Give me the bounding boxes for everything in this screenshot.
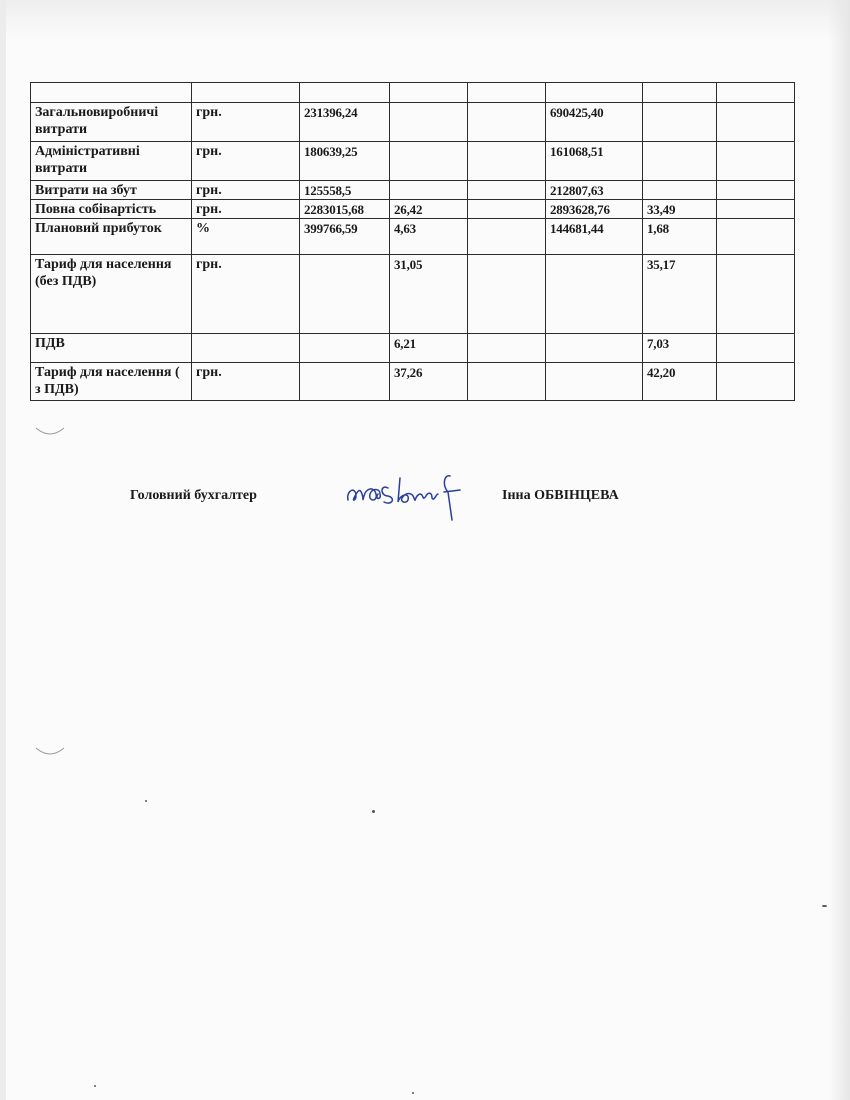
scan-speck (412, 1092, 414, 1094)
table-cell (468, 334, 546, 363)
row-label: Загальновиробничі витрати (31, 103, 192, 142)
table-cell (192, 83, 300, 103)
table-cell (300, 334, 390, 363)
table-cell: 7,03 (643, 334, 717, 363)
table-cell (468, 103, 546, 142)
table-cell: 35,17 (643, 255, 717, 334)
table-row (31, 255, 795, 334)
table-row (31, 181, 795, 200)
table-cell (717, 363, 795, 401)
table-cell: 125558,5 (300, 181, 390, 200)
table-cell: 6,21 (390, 334, 468, 363)
table-cell (643, 83, 717, 103)
table-cell: 212807,63 (546, 181, 643, 200)
table-cell (468, 181, 546, 200)
unit-cell: грн. (192, 363, 300, 401)
table-row (31, 363, 795, 401)
table-cell (717, 142, 795, 181)
row-label: Адміністративні витрати (31, 142, 192, 181)
table-cell: 1,68 (643, 219, 717, 255)
scan-left-edge (0, 0, 6, 1100)
unit-cell: грн. (192, 103, 300, 142)
row-label: Плановий прибуток (31, 219, 192, 255)
table-cell (300, 255, 390, 334)
scan-top-shadow (0, 0, 850, 40)
punch-mark-bottom (32, 744, 68, 760)
unit-cell: грн. (192, 142, 300, 181)
row-label: Повна собівартість (31, 200, 192, 219)
table-cell: 399766,59 (300, 219, 390, 255)
cost-table (30, 82, 795, 401)
unit-cell: % (192, 219, 300, 255)
table-cell (468, 363, 546, 401)
table-cell (468, 255, 546, 334)
table-row (31, 200, 795, 219)
table-cell: 33,49 (643, 200, 717, 219)
row-label: Витрати на збут (31, 181, 192, 200)
table-cell (643, 142, 717, 181)
scan-speck (145, 800, 147, 802)
table-cell: 690425,40 (546, 103, 643, 142)
table-cell (390, 103, 468, 142)
table-cell (390, 83, 468, 103)
table-cell (546, 255, 643, 334)
table-cell: 2893628,76 (546, 200, 643, 219)
table-cell (468, 219, 546, 255)
table-cell (546, 83, 643, 103)
row-label: ПДВ (31, 334, 192, 363)
scan-speck (372, 810, 375, 813)
table-cell (390, 142, 468, 181)
table-cell: 231396,24 (300, 103, 390, 142)
table-cell: 161068,51 (546, 142, 643, 181)
scan-right-shadow (828, 0, 850, 1100)
table-cell (300, 83, 390, 103)
table-row (31, 334, 795, 363)
punch-mark-top (32, 424, 68, 440)
table-cell: 2283015,68 (300, 200, 390, 219)
table-row (31, 142, 795, 181)
table-cell (546, 363, 643, 401)
table-cell: 26,42 (390, 200, 468, 219)
table-cell (468, 142, 546, 181)
table-cell (717, 200, 795, 219)
table-cell: 180639,25 (300, 142, 390, 181)
table-cell (717, 83, 795, 103)
table-cell (643, 181, 717, 200)
unit-cell: грн. (192, 181, 300, 200)
unit-cell: грн. (192, 255, 300, 334)
signer-role: Головний бухгалтер (130, 488, 257, 503)
signer-name: Інна ОБВІНЦЕВА (502, 488, 619, 503)
table-cell (546, 334, 643, 363)
table-cell (717, 334, 795, 363)
handwritten-signature (340, 470, 490, 526)
table-row (31, 83, 795, 103)
table-cell (468, 200, 546, 219)
table-cell (717, 219, 795, 255)
unit-cell (192, 334, 300, 363)
signoff-block (0, 470, 850, 530)
table-cell: 37,26 (390, 363, 468, 401)
table-cell (31, 83, 192, 103)
table-cell: 42,20 (643, 363, 717, 401)
table-row (31, 103, 795, 142)
table-cell: 31,05 (390, 255, 468, 334)
table-cell (717, 103, 795, 142)
row-label: Тариф для населення (без ПДВ) (31, 255, 192, 334)
table-cell (643, 103, 717, 142)
row-label: Тариф для населення ( з ПДВ) (31, 363, 192, 401)
table-cell: 144681,44 (546, 219, 643, 255)
unit-cell: грн. (192, 200, 300, 219)
table-cell (300, 363, 390, 401)
scan-speck (822, 905, 827, 907)
scan-speck (94, 1085, 96, 1087)
table-cell: 4,63 (390, 219, 468, 255)
table-row (31, 219, 795, 255)
table-cell (468, 83, 546, 103)
table-cell (717, 255, 795, 334)
table-cell (390, 181, 468, 200)
table-cell (717, 181, 795, 200)
